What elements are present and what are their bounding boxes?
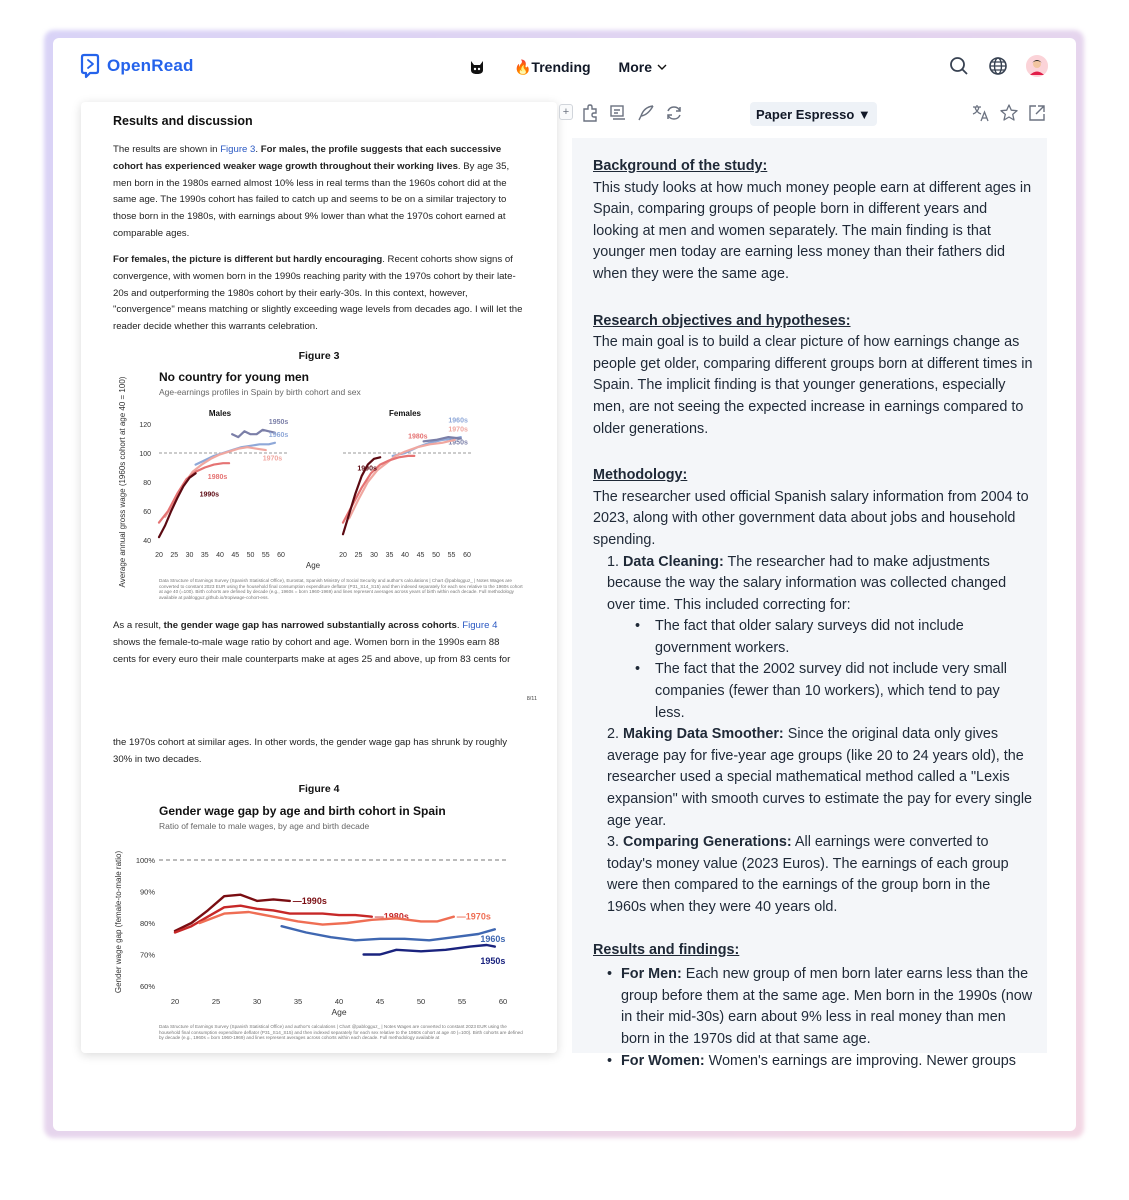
objectives-text: The main goal is to build a clear picture of how earnings change as people get older, comparing different groups born at different times in Spain. The implicit finding is that younger generations, especially men, are not seeing the expected increase in earnings compared to older generations. (593, 334, 1033, 437)
method-1-text: The researcher had to make adjustments because the way the salary information was collected changed over time. This included correcting for: (607, 553, 1007, 613)
ai-button[interactable] (635, 102, 657, 124)
nav-trending[interactable] (514, 59, 591, 76)
x-tick-label: 35 (385, 552, 394, 559)
figure-4-chart (111, 830, 531, 1015)
x-tick-label: 20 (339, 552, 347, 559)
favorite-button[interactable] (998, 102, 1020, 124)
results-men-label: For Men: (621, 966, 682, 983)
y-tick-label: 80 (143, 480, 151, 487)
results-women-text: Women's earnings are improving. Newer groups (704, 1052, 1016, 1069)
series-label-1950s: 1950s (268, 419, 289, 426)
results-heading: Results and findings: (593, 941, 740, 958)
paragraph-2 (113, 252, 523, 336)
series-label-1960s: 1960s (268, 432, 289, 440)
mascot-icon[interactable] (468, 58, 486, 76)
app-window (53, 38, 1076, 1131)
x-tick-label: 55 (457, 997, 467, 1006)
method-item-2 (607, 724, 1033, 832)
y-tick-label: 70% (139, 950, 155, 960)
x-tick-label: 40 (401, 552, 409, 559)
page-number: 8/11 (526, 696, 537, 702)
p3-text-b: . (456, 620, 463, 631)
series-label-1950s: 1950s (480, 955, 506, 966)
globe-icon (988, 56, 1008, 76)
series-label-1990s: 1990s (357, 465, 377, 473)
avatar-icon (1026, 55, 1048, 77)
y-tick-label: 40 (143, 538, 151, 545)
p1-bold: For males, the profile suggests that each successive cohort has experienced weaker wage growth throughout their working lives (113, 144, 502, 172)
x-tick-label: 55 (261, 552, 270, 559)
section-title: Results and discussion (113, 114, 253, 128)
x-tick-label: 45 (375, 997, 385, 1006)
results-item-men (607, 964, 1033, 1050)
open-external-button[interactable] (1026, 102, 1048, 124)
top-header (53, 38, 1076, 98)
figure-4-note: Data Structure of Earnings Survey (Spanish Statistical Office) and author's calculations | Chart @pablogguz_ | Notes Wages are converted to constant 2023 EUR using the household final consumption expenditure deflator (P31_S14_S15) and then indexed separately for each sex relative to the 1960s cohort at age 40 (=100). Birth cohorts are defined by decade (e.g., 1960s = born 1960-1969) and lines represent averages across cohorts within each decade. Full methodology available at (159, 1024, 523, 1041)
star-icon (999, 103, 1019, 123)
x-tick-label: 50 (246, 552, 255, 559)
x-tick-label: 30 (370, 552, 378, 559)
series-label-1980s: 1980s (408, 433, 428, 441)
translate-button[interactable] (970, 102, 992, 124)
background-text: This study looks at how much money people earn at different ages in Spain, comparing groups of people born in different years and looking at men and women separately. The main finding is that younger men today are earning less money than their fathers did when they were the same age. (593, 179, 1032, 282)
x-tick-label: 25 (211, 997, 221, 1006)
method-1-bullet-2: • The fact that the 2002 survey did not include very small companies (fewer than 10 workers), which tend to pay less. (635, 659, 1033, 724)
x-tick-label: 20 (155, 552, 163, 559)
app-name: OpenRead (107, 56, 194, 75)
summary-toolbar (557, 100, 1051, 132)
background-heading: Background of the study: (593, 158, 768, 174)
x-tick-label: 40 (334, 997, 344, 1006)
search-icon (949, 56, 969, 76)
method-1-label: Data Cleaning: (623, 553, 724, 570)
x-tick-label: 50 (432, 552, 440, 559)
series-label-1950s: 1950s (448, 439, 468, 447)
methodology-heading: Methodology: (593, 467, 688, 484)
search-button[interactable] (948, 55, 970, 77)
language-button[interactable] (987, 55, 1009, 77)
nav-more-label: More (618, 59, 652, 75)
summary-panel[interactable] (572, 138, 1047, 1069)
figure-4-subtitle: Ratio of female to male wages, by age and birth decade (159, 821, 370, 831)
refresh-button[interactable] (663, 102, 685, 124)
openread-logo-icon (81, 52, 101, 80)
series-line-1970s (165, 447, 266, 517)
x-tick-label: 25 (354, 552, 363, 559)
paragraph-3 (113, 618, 523, 668)
external-link-icon (1027, 103, 1047, 123)
methodology-list (607, 552, 1033, 919)
method-item-1 (607, 552, 1033, 617)
nav-trending-label: 🔥Trending (514, 58, 591, 75)
p2-text: . Recent cohorts show signs of convergence, with women born in the 1990s reaching parity with the 1970s cohort by their late-20s and outperforming the 1980s cohort by their early-30s. In this context, however, "convergence" means matching or slightly exceeding wage levels from decades ago. I will let the reader decide whether this warrants celebration. (113, 254, 523, 333)
refresh-icon (664, 103, 684, 123)
y-axis-label: Average annual gross wage (1960s cohort at age 40 = 100) (118, 376, 127, 588)
series-line-1950s (364, 945, 495, 955)
method-3-text: All earnings were converted to today's money value (2023 Euros). The earnings of each group were then compared to the earnings of the group born in the 1960s when they were 40 years old. (607, 834, 1009, 915)
figure-4-title: Gender wage gap by age and birth cohort in Spain (159, 804, 446, 818)
p3-text-a: As a result, (113, 620, 164, 631)
figure-3-link[interactable]: Figure 3 (220, 144, 256, 155)
plugin-button[interactable] (579, 102, 601, 124)
y-axis-label: Gender wage gap (female-to-male ratio) (114, 850, 123, 994)
puzzle-icon (580, 103, 600, 123)
summary-content (593, 156, 1033, 1072)
x-tick-label: 50 (416, 997, 426, 1006)
series-line-1980s (343, 456, 414, 523)
y-tick-label: 60% (139, 982, 155, 991)
series-label-1980s: 1980s (207, 474, 228, 482)
y-tick-label: 80% (139, 919, 155, 928)
method-1-number: 1. (607, 553, 623, 570)
x-tick-label: 40 (216, 552, 224, 559)
methodology-text: The researcher used official Spanish salary information from 2004 to 2023, along with other government data about jobs and household spending. (593, 488, 1029, 548)
series-label-1990s: —1990s (292, 895, 327, 906)
expand-button[interactable]: + (559, 104, 573, 120)
y-tick-label: 60 (143, 509, 151, 516)
figure-3-note: Data Structure of Earnings Survey (Spanish Statistical Office), Eurostat, Spanish Ministry of Social Security and author's calculations | Chart @pablogguz_ | Notes Wages are converted to constant 2023 EUR using the household final consumption expenditure deflator (P31_S14_S15) and then indexed separately for each sex relative to the 1960s cohort at age 40 (=100). Birth cohorts are defined by decade (e.g., 1960s = born 1960-1969) and lines represent averages across years of birth within each decade. Full methodology available at pablogguz.github.io/tropiwage-cohort-ess. (159, 578, 523, 600)
series-label-1990s: 1990s (199, 491, 220, 499)
feather-icon (636, 103, 656, 123)
p2-bold: For females, the picture is different but hardly encouraging (113, 254, 383, 265)
panel-title: Males (208, 409, 232, 418)
chevron-down-icon (656, 61, 668, 73)
summary-mode-dropdown[interactable]: Paper Espresso ▼ (750, 102, 877, 126)
method-2-text: Since the original data only gives average pay for five-year age groups (like 20 to 24 years old), the researcher used a special mathematical method called a "Lexis expansion" with smooth curves to estimate the pay for every single age year. (607, 726, 1033, 829)
series-line-1990s (159, 473, 196, 537)
x-tick-label: 55 (447, 552, 456, 559)
x-axis-label: Age (305, 561, 321, 570)
p1-text-a: The results are shown in (113, 144, 221, 155)
x-tick-label: 60 (463, 552, 471, 559)
main-nav (468, 58, 668, 76)
translate-icon (971, 103, 991, 123)
series-label-1970s: —1970s (456, 911, 491, 922)
method-2-label: Making Data Smoother: (623, 726, 784, 743)
x-tick-label: 30 (252, 997, 262, 1006)
x-tick-label: 35 (200, 552, 209, 559)
figure-3-label: Figure 3 (298, 350, 340, 362)
x-tick-label: 45 (231, 552, 240, 559)
paper-viewer[interactable] (81, 102, 557, 1053)
p3-bold: the gender wage gap has narrowed substantially across cohorts (163, 620, 457, 631)
results-item-women (607, 1051, 1033, 1073)
p3-text-c: shows the female-to-male wage ratio by cohort and age. Women born in the 1990s earn 88 cents for every euro their male counterparts make at ages 25 and above, up from 83 cents for (113, 636, 511, 665)
x-axis-label: Age (331, 1007, 347, 1017)
user-avatar[interactable] (1026, 55, 1048, 77)
series-label-1970s: 1970s (262, 455, 283, 463)
panel-title: Females (388, 409, 422, 418)
method-2-number: 2. (607, 726, 623, 743)
series-line-1980s (175, 906, 372, 933)
series-label-1970s: 1970s (448, 426, 468, 434)
series-label-1960s: 1960s (480, 933, 506, 944)
y-tick-label: 120 (139, 422, 151, 429)
figure-3-subtitle: Age-earnings profiles in Spain by birth cohort and sex (159, 387, 361, 397)
series-line-1970s (349, 440, 454, 518)
y-tick-label: 90% (139, 887, 155, 897)
method-3-label: Comparing Generations: (623, 834, 792, 851)
x-tick-label: 60 (277, 552, 285, 559)
notes-button[interactable] (607, 102, 629, 124)
x-tick-label: 60 (498, 997, 508, 1006)
method-1-bullet-1: • The fact that older salary surveys did not include government workers. (635, 616, 1033, 659)
x-tick-label: 25 (170, 552, 179, 559)
series-label-1980s: —1980s (374, 911, 409, 922)
x-tick-label: 35 (293, 997, 303, 1006)
header-actions (948, 55, 1048, 77)
paragraph-1 (113, 142, 523, 243)
x-tick-label: 45 (416, 552, 425, 559)
figure-4-label: Figure 4 (298, 783, 340, 795)
p1-text-c: . By age 35, men born in the 1980s earned almost 10% less in real terms than the 1960s cohort did at the same age. The 1990s cohort has failed to catch up and seems to be on a similar trajectory to those born in the 1980s, with earnings about 9% lower than what the 1970s cohort earned at comparable ages. (113, 160, 510, 239)
figure-3-title: No country for young men (159, 370, 309, 384)
nav-more[interactable] (619, 59, 668, 75)
logo[interactable] (81, 52, 194, 80)
p1-text-b: . (255, 144, 261, 155)
x-tick-label: 20 (170, 997, 180, 1006)
x-tick-label: 30 (185, 552, 194, 559)
y-tick-label: 100 (139, 451, 151, 458)
results-women-label: For Women: (621, 1052, 705, 1069)
method-item-3 (607, 832, 1033, 918)
series-label-1960s: 1960s (448, 417, 468, 425)
cat-icon (468, 58, 486, 76)
y-tick-label: 100% (135, 856, 155, 865)
method-3-number: 3. (607, 834, 623, 851)
notes-icon (608, 103, 628, 123)
results-men-text: Each new group of men born later earns less than the group before them at the same age. Men born in the 1990s (now in their mid-30s) earn about 9% less in real money than men born in the 1970s did at that same age. (621, 966, 1033, 1047)
objectives-heading: Research objectives and hypotheses: (593, 312, 851, 329)
paragraph-4: the 1970s cohort at similar ages. In other words, the gender wage gap has shrunk by roughly 30% in two decades. (113, 737, 508, 765)
series-line-1960s (282, 926, 495, 940)
figure-4-link[interactable]: Figure 4 (462, 620, 498, 631)
